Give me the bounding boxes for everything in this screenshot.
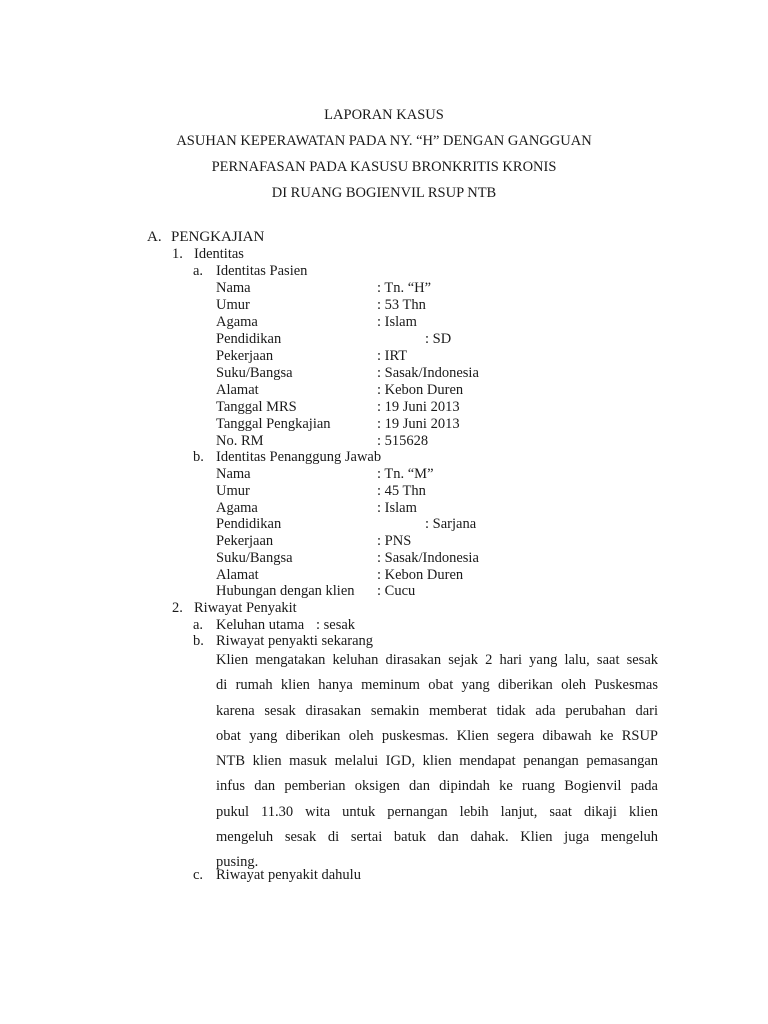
field-label: Nama bbox=[216, 280, 251, 296]
list-item bbox=[0, 567, 768, 584]
list-item bbox=[0, 348, 768, 365]
section-a-marker: A. bbox=[147, 229, 162, 245]
paragraph-line: karena sesak dirasakan semakin memberat tidak ada perubahan dari bbox=[216, 702, 658, 719]
field-value: : Islam bbox=[377, 500, 417, 516]
list-item bbox=[0, 416, 768, 433]
field-label: Alamat bbox=[216, 382, 259, 398]
field-label: Agama bbox=[216, 500, 258, 516]
paragraph-line: infus dan pemberian oksigen dan dipindah ke ruang Bogienvil pada bbox=[216, 778, 658, 795]
field-value: : SD bbox=[425, 331, 452, 347]
paragraph-line: pukul 11.30 wita untuk pernangan lebih lanjut, saat dikaji klien bbox=[216, 803, 658, 820]
field-value: : Kebon Duren bbox=[377, 382, 464, 398]
list-item bbox=[0, 466, 768, 483]
field-value: : Sasak/Indonesia bbox=[377, 550, 479, 566]
item-2b-label: Riwayat penyakti sekarang bbox=[216, 633, 374, 649]
field-label: Pendidikan bbox=[216, 331, 282, 347]
list-item bbox=[0, 382, 768, 399]
paragraph-line: mengeluh sesak di sertai batuk dan dahak. Klien juga mengeluh bbox=[216, 829, 658, 846]
current-illness-paragraph bbox=[216, 648, 658, 876]
field-value: : 19 Juni 2013 bbox=[377, 416, 460, 432]
item-1b-marker: b. bbox=[193, 449, 204, 465]
field-value: : Sarjana bbox=[425, 516, 477, 532]
field-label: Umur bbox=[216, 483, 250, 499]
item-2c-marker: c. bbox=[193, 867, 204, 883]
paragraph-line: NTB klien masuk melalui IGD, klien mendapat penangan pemasangan bbox=[216, 753, 658, 770]
field-value: : Tn. “M” bbox=[377, 466, 434, 482]
field-label: Suku/Bangsa bbox=[216, 550, 293, 566]
field-label: No. RM bbox=[216, 433, 264, 449]
list-item bbox=[0, 550, 768, 567]
field-label: Agama bbox=[216, 314, 258, 330]
field-value: : 19 Juni 2013 bbox=[377, 399, 460, 415]
field-label: Pendidikan bbox=[216, 516, 282, 532]
paragraph-line: Klien mengatakan keluhan dirasakan sejak 2 hari yang lalu, saat sesak bbox=[216, 652, 658, 668]
field-label: Tanggal Pengkajian bbox=[216, 416, 331, 432]
field-value: : Cucu bbox=[377, 583, 416, 599]
paragraph-line: obat yang diberikan oleh puskesmas. Klien segera dibawah ke RSUP bbox=[216, 727, 658, 744]
list-item bbox=[0, 297, 768, 314]
title-line-4: DI RUANG BOGIENVIL RSUP NTB bbox=[271, 185, 497, 201]
title-line-2: ASUHAN KEPERAWATAN PADA NY. “H” DENGAN GANGGUAN bbox=[176, 133, 592, 149]
item-2a-label: Keluhan utama bbox=[216, 617, 305, 633]
list-item bbox=[0, 280, 768, 297]
list-item bbox=[0, 433, 768, 450]
field-value: : IRT bbox=[377, 348, 408, 364]
item-2a-value: : sesak bbox=[316, 617, 356, 633]
field-label: Pekerjaan bbox=[216, 533, 274, 549]
item-2c-label: Riwayat penyakit dahulu bbox=[216, 867, 361, 883]
list-item bbox=[0, 500, 768, 517]
section-a-heading: PENGKAJIAN bbox=[171, 229, 265, 245]
field-value: : Tn. “H” bbox=[377, 280, 432, 296]
paragraph-line: di rumah klien hanya meminum obat yang diberikan oleh Puskesmas bbox=[216, 677, 658, 694]
field-value: : 53 Thn bbox=[377, 297, 426, 313]
field-label: Nama bbox=[216, 466, 251, 482]
field-label: Hubungan dengan klien bbox=[216, 583, 355, 599]
item-1a-marker: a. bbox=[193, 263, 204, 279]
item-2b-marker: b. bbox=[193, 633, 204, 649]
field-label: Pekerjaan bbox=[216, 348, 274, 364]
item-2-number: 2. bbox=[172, 600, 183, 616]
field-value: : Islam bbox=[377, 314, 417, 330]
document-title bbox=[0, 102, 768, 206]
title-line-3: PERNAFASAN PADA KASUSU BRONKRITIS KRONIS bbox=[211, 159, 557, 175]
item-1-number: 1. bbox=[172, 246, 183, 262]
field-value: : Kebon Duren bbox=[377, 567, 464, 583]
title-line-1: LAPORAN KASUS bbox=[324, 107, 444, 123]
list-item bbox=[0, 583, 768, 600]
item-1-label: Identitas bbox=[194, 246, 244, 262]
field-label: Umur bbox=[216, 297, 250, 313]
item-1a-label: Identitas Pasien bbox=[216, 263, 308, 279]
field-label: Suku/Bangsa bbox=[216, 365, 293, 381]
paragraph-line: pusing. bbox=[216, 854, 259, 871]
list-item bbox=[0, 516, 768, 533]
field-value: : PNS bbox=[377, 533, 412, 549]
list-item bbox=[0, 331, 768, 348]
field-value: : 45 Thn bbox=[377, 483, 426, 499]
list-item bbox=[0, 483, 768, 500]
field-value: : 515628 bbox=[377, 433, 429, 449]
item-2a-marker: a. bbox=[193, 617, 204, 633]
list-item bbox=[0, 399, 768, 416]
field-label: Alamat bbox=[216, 567, 259, 583]
item-2-label: Riwayat Penyakit bbox=[194, 600, 297, 616]
field-label: Tanggal MRS bbox=[216, 399, 297, 415]
list-item bbox=[0, 314, 768, 331]
list-item bbox=[0, 365, 768, 382]
list-item bbox=[0, 533, 768, 550]
item-1b-label: Identitas Penanggung Jawab bbox=[216, 449, 382, 465]
field-value: : Sasak/Indonesia bbox=[377, 365, 479, 381]
